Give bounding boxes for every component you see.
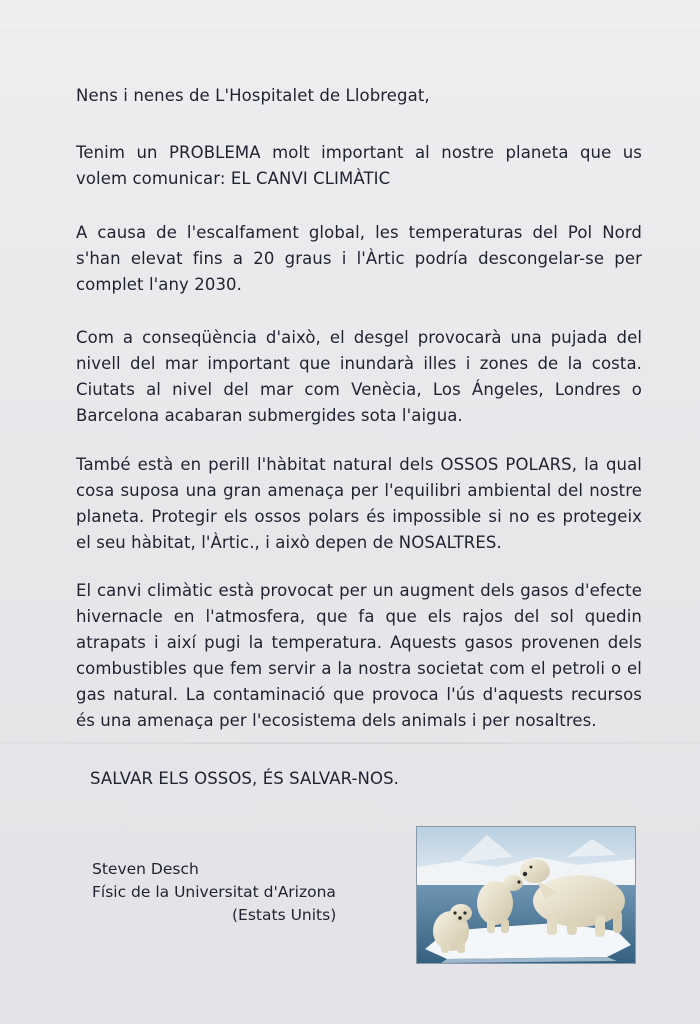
paper-fold-top: [0, 30, 700, 31]
polar-bears-photo: [416, 826, 636, 964]
polar-bears-illustration: [417, 827, 635, 963]
paragraph-greenhouse-gases: El canvi climàtic està provocat per un augment dels gasos d'efecte hivernacle en l'atmosfera, que fa que els rajos del sol quedin atrapats i així pugi la temperatura. Aquests gasos provenen dels combustibles que fem servir a la nostra societat com el petroli o el gas natural. La contaminació que provoca l'ús d'aquests recursos és una amenaça per l'ecosistema dels animals i per nosaltres.: [76, 581, 642, 730]
paragraph-polar-bears: També està en perill l'hàbitat natural dels OSSOS POLARS, la qual cosa suposa una gran amenaça per l'equilibri ambiental del nostre planeta. Protegir els ossos polars és impossible si no es protegeix el seu hàbitat, l'Àrtic., i això depen de NOSALTRES.: [76, 455, 642, 552]
paper-fold-crease: [0, 742, 700, 744]
letter-greeting: Nens i nenes de L'Hospitalet de Llobregat,: [76, 86, 430, 105]
paragraph-sea-level: Com a conseqüència d'això, el desgel provocarà una pujada del nivell del mar important que inundarà illes i zones de la costa. Ciutats al nivel del mar com Venècia, Los Ángeles, Londres o Barcelona acabaran submergides sota l'aigua.: [76, 328, 642, 425]
signature-title: Físic de la Universitat d'Arizona: [92, 883, 336, 901]
letter-motto: SALVAR ELS OSSOS, ÉS SALVAR-NOS.: [90, 769, 400, 788]
signature-name: Steven Desch: [92, 860, 199, 878]
signature-block: [92, 858, 392, 927]
paragraph-problem: Tenim un PROBLEMA molt important al nostre planeta que us volem comunicar: EL CANVI CLIMÀTIC: [76, 143, 642, 188]
paragraph-global-warming: A causa de l'escalfament global, les temperaturas del Pol Nord s'han elevat fins a 20 graus i l'Àrtic podría descongelar-se per complet l'any 2030.: [76, 223, 642, 294]
signature-country: (Estats Units): [232, 906, 337, 924]
